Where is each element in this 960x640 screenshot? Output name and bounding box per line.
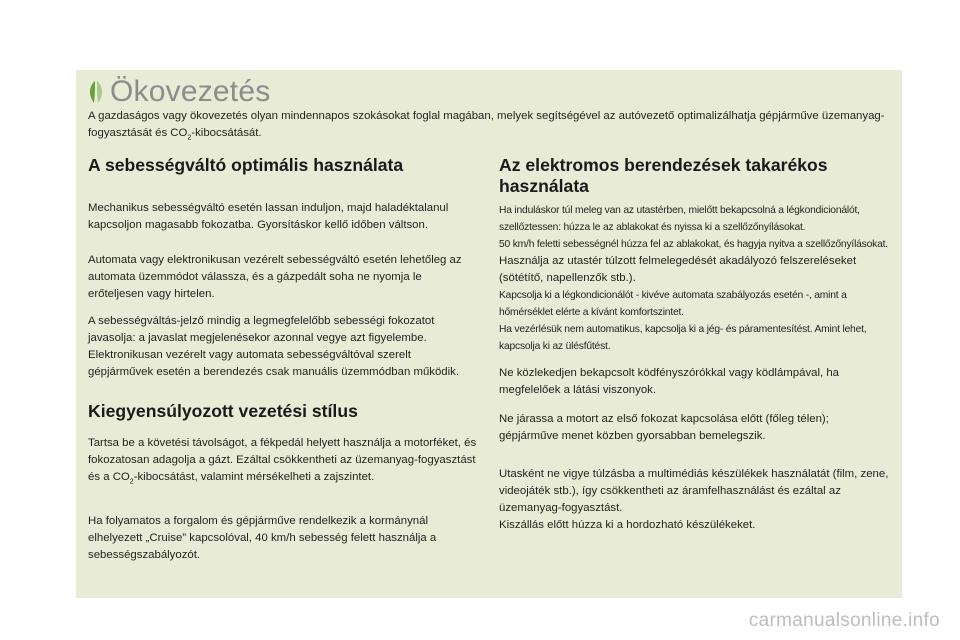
paragraph: Ne járassa a motort az első fokozat kapcsolása előtt (főleg télen); gépjárműve menet közben gyorsabban bemelegszik. bbox=[499, 413, 829, 442]
page-title: Ökovezetés bbox=[110, 75, 271, 108]
paragraph: Ha induláskor túl meleg van az utastérben, mielőtt bekapcsolná a légkondicionálót, szellőztessen: húzza le az ablakokat és nyissa ki a szellőzőnyílásokat. bbox=[499, 205, 860, 233]
paragraph: Tartsa be a követési távolságot, a fékpedál helyett használja a motorféket, és fokozatosan adagolja a gázt. Ezáltal csökkentheti az üzemanyag-fogyasztást és a $CO_2$-kibocsátást, valamint mérsékelheti a zajszintet. bbox=[88, 437, 477, 486]
eco-leaf-icon bbox=[86, 79, 106, 105]
paragraph: Ne közlekedjen bekapcsolt ködfényszórókkal vagy ködlámpával, ha megfelelőek a látási viszonyok. bbox=[499, 367, 840, 396]
paragraph: Ha folyamatos a forgalom és gépjárműve rendelkezik a kormánynál elhelyezett „Cruise” kapcsolóval, 40 km/h sebesség felett használja a sebességszabályozót. bbox=[88, 515, 437, 562]
right-column bbox=[499, 155, 889, 534]
paragraph: Kiszállás előtt húzza ki a hordozható készülékeket. bbox=[499, 519, 756, 531]
paragraph: Kapcsolja ki a légkondicionálót - kivéve automata szabályozás esetén -, amint a hőmérséklet elérte a kívánt komfortszintet. bbox=[499, 290, 847, 318]
section-heading-gearbox: A sebességváltó optimális használata bbox=[88, 155, 404, 175]
section-heading-driving-style: Kiegyensúlyozott vezetési stílus bbox=[88, 401, 358, 421]
paragraph: Utasként ne vigye túlzásba a multimédiás készülékek használatát (film, zene, videojáték stb.), így csökkentheti az áramfelhasználást és ezáltal az üzemanyag-fogyasztást. bbox=[499, 468, 889, 514]
paragraph: Ha vezérlésük nem automatikus, kapcsolja ki a jég- és páramentesítést. Amint lehet, kapcsolja ki az ülésfűtést. bbox=[499, 324, 867, 352]
paragraph: Automata vagy elektronikusan vezérelt sebességváltó esetén lehetőleg az automata üzemmódot válassza, és a gázpedált soha ne nyomja le erőteljesen vagy hirtelen. bbox=[88, 254, 462, 300]
left-column bbox=[88, 155, 478, 564]
intro-text: A gazdaságos vagy ökovezetés olyan mindennapos szokásokat foglal magában, melyek segítségével az autóvezető optimalizálhatja gépjárműve üzemanyag-fogyasztását és $CO_2$-kibocsátását. bbox=[88, 110, 885, 142]
paragraph: A sebességváltás-jelző mindig a legmegfelelőbb sebességi fokozatot javasolja: a javaslat megjelenésekor azonnal vegye azt figyelembe. Elektronikusan vezérelt vagy automata sebességváltóval szerelt gépjárművek esetén a berendezés csak manuális üzemmódban működik. bbox=[88, 315, 460, 378]
paragraph: Használja az utastér túlzott felmelegedését akadályozó felszereléseket (sötétítő, napellenzők stb.). bbox=[499, 255, 857, 284]
watermark: carmanualsonline.info bbox=[748, 610, 940, 631]
paragraph: Mechanikus sebességváltó esetén lassan induljon, majd haladéktalanul kapcsoljon magasabb fokozatba. Gyorsításkor kellő időben váltson. bbox=[88, 202, 449, 231]
section-heading-electrical: Az elektromos berendezések takarékos használata bbox=[499, 155, 828, 196]
paragraph: 50 km/h feletti sebességnél húzza fel az ablakokat, és hagyja nyitva a szellőzőnyílásokat. bbox=[499, 239, 888, 250]
